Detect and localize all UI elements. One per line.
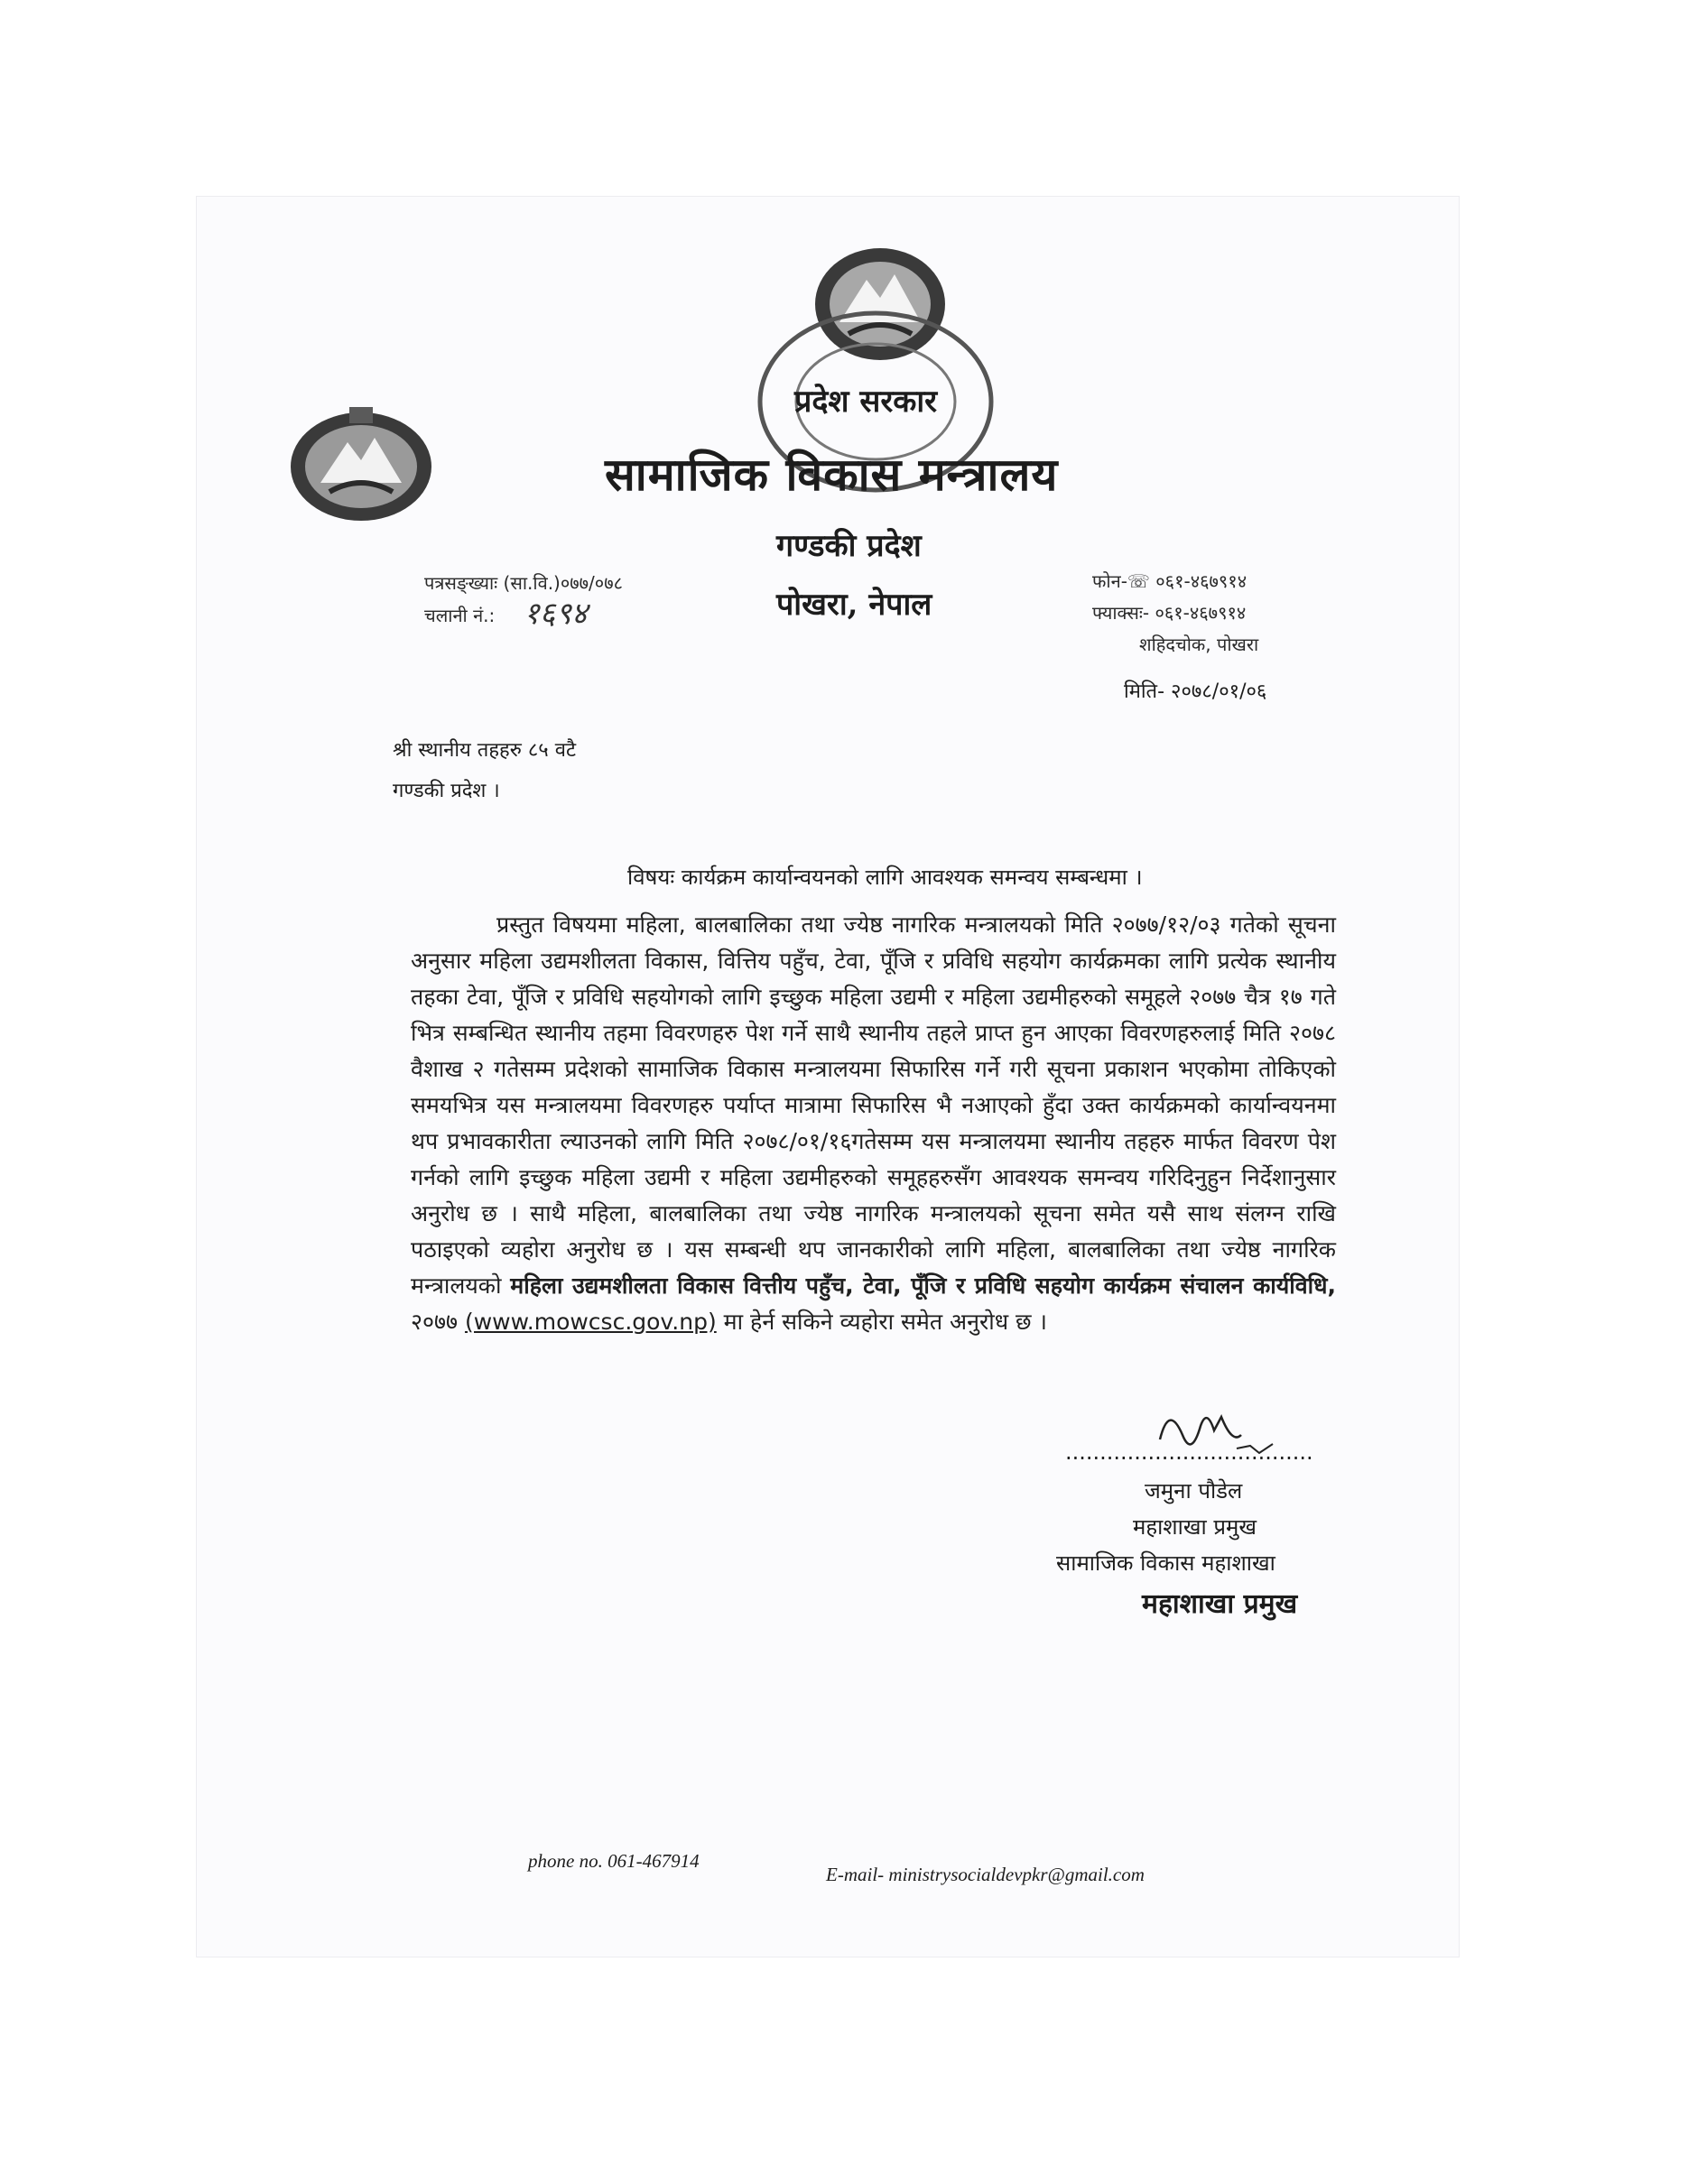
footer-email[interactable]: E-mail- ministrysocialdevpkr@gmail.com bbox=[826, 1864, 1145, 1885]
letter-subject: विषयः कार्यक्रम कार्यान्वयनको लागि आवश्यक समन्वय सम्बन्धमा । bbox=[627, 865, 1143, 890]
ministry-title: सामाजिक विकास मन्त्रालय bbox=[605, 448, 1059, 501]
recipient-line-1: श्री स्थानीय तहहरु ८५ वटै bbox=[393, 739, 577, 762]
nepal-emblem-left bbox=[284, 402, 438, 528]
dispatch-label: चलानी नं.: bbox=[424, 605, 496, 626]
reference-number: पत्रसङ्ख्याः (सा.वि.)०७७/०७८ bbox=[424, 572, 623, 594]
signatory-division: सामाजिक विकास महाशाखा bbox=[1056, 1550, 1275, 1576]
footer-phone: phone no. 061-467914 bbox=[528, 1850, 700, 1872]
government-heading: प्रदेश सरकार bbox=[794, 384, 938, 420]
body-paragraph: प्रस्तुत विषयमा महिला, बालबालिका तथा ज्येष्ठ नागरिक मन्त्रालयको मिति २०७७/१२/०३ गतेको सूचना अनुसार महिला उद्यमशीलता विकास, वित्तिय पहुँच, टेवा, पूँजि र प्रविधि सहयोग कार्यक्रमका लागि प्रत्येक स्थानीय तहका टेवा, पूँजि र प्रविधि सहयोगको लागि इच्छुक महिला उद्यमी र महिला उद्यमीहरुको समूहले २०७७ चैत्र १७ गते भित्र सम्बन्धित स्थानीय तहमा विवरणहरु पेश गर्ने साथै स्थानीय तहले प्राप्त हुन आएका विवरणहरुलाई मिति २०७८ वैशाख २ गतेसम्म प्रदेशको सामाजिक विकास मन्त्रालयमा सिफारिस गर्ने गरी सूचना प्रकाशन भएकोमा तोकिएको समयभित्र यस मन्त्रालयमा विवरणहरु पर्याप्त मात्रामा सिफारिस भै नआएको हुँदा उक्त कार्यक्रमको कार्यान्वयनमा थप प्रभावकारीता ल्याउनको लागि मिति २०७८/०१/१६गतेसम्म यस मन्त्रालयमा स्थानीय तहहरु मार्फत विवरण पेश गर्नको लागि इच्छुक महिला उद्यमी र महिला उद्यमीहरुको समूहहरुसँग आवश्यक समन्वय गरिदिनुहुन निर्देशानुसार अनुरोध छ । साथै महिला, बालबालिका तथा ज्येष्ठ नागरिक मन्त्रालयको सूचना समेत यसै साथ संलग्न राखि पठाइएको व्यहोरा अनुरोध छ । यस सम्बन्धी थप जानकारीको लागि महिला, बालबालिका तथा ज्येष्ठ नागरिक मन्त्रालयको bbox=[411, 912, 1336, 1299]
letter-body bbox=[411, 907, 1336, 1340]
division-head-stamp: महाशाखा प्रमुख bbox=[1142, 1588, 1298, 1620]
phone-number: फोन-☏ ०६१-४६७९१४ bbox=[1092, 570, 1247, 592]
dispatch-number-handwritten: १६९४ bbox=[524, 596, 588, 632]
body-bold-procedure-name: महिला उद्यमशीलता विकास वित्तीय पहुँच, टेवा, पूँजि र प्रविधि सहयोग कार्यक्रम संचालन कार्यविधि, bbox=[510, 1272, 1337, 1299]
signatory-title: महाशाखा प्रमुख bbox=[1133, 1514, 1257, 1540]
ministry-website-link[interactable]: (www.mowcsc.gov.np) bbox=[464, 1309, 717, 1335]
recipient-line-2: गण्डकी प्रदेश । bbox=[393, 780, 500, 802]
letter-date: मिति- २०७८/०१/०६ bbox=[1124, 680, 1267, 703]
signatory-name: जमुना पौडेल bbox=[1145, 1478, 1243, 1504]
signature-dotted-line: .................................... bbox=[1065, 1439, 1313, 1465]
province-name: गण्डकी प्रदेश bbox=[776, 528, 922, 564]
office-address: शहिदचोक, पोखरा bbox=[1139, 634, 1259, 655]
body-closing: मा हेर्न सकिने व्यहोरा समेत अनुरोध छ । bbox=[723, 1309, 1047, 1335]
body-year: २०७७ bbox=[411, 1309, 459, 1335]
city-name: पोखरा, नेपाल bbox=[776, 587, 932, 623]
fax-number: फ्याक्सः- ०६१-४६७९१४ bbox=[1092, 602, 1247, 624]
